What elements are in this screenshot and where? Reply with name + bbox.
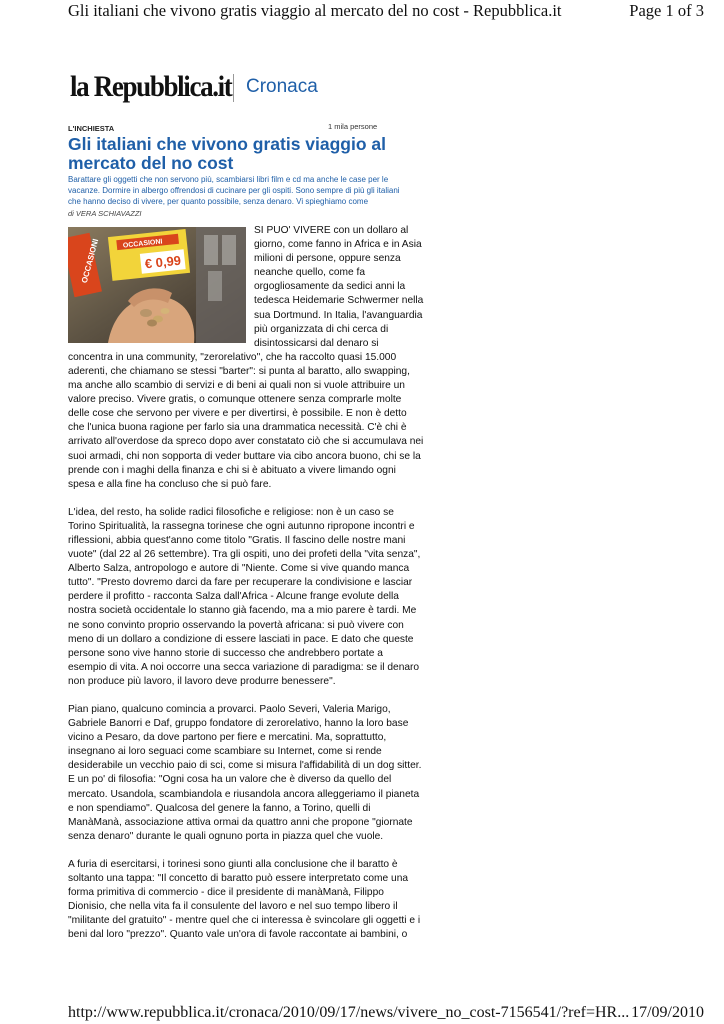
repubblica-logo[interactable]: la Repubblica.it [70,70,232,103]
print-header-title: Gli italiani che vivono gratis viaggio al mercato del no cost - Repubblica.it [68,1,562,20]
article-paragraph: SI PUO' VIVERE con un dollaro al giorno, come fanno in Africa e in Asia milioni di persone, oppure senza neanche quello, come fa orgogliosamente da sedici anni la tedesca Heidemarie Schwermer nella sua Dortmund. In Italia, l'avanguardia più organizzata di chi cerca di disintossicarsi dal denaro si concentra in una community, "zerorelativo", che ha raccolto quasi 15.000 aderenti, che chiamano se stessi "barter": si punta al baratto, allo swapping, ma anche allo scambio di servizi e di beni ai quali non si vuole attribuire un valore preciso. Vivere gratis, o comunque ottenere senza comprarle molte delle cose che servono per vivere e per divertirsi, è possibile. E non è detto che l'unica buona ragione per farlo sia una drammatica necessità. C'è chi è arrivato all'overdose da spreco dopo aver constatato ciò che si accumulava nei suoi armadi, chi non sopporta di veder buttare via cibo ancora buono, chi se la prende con i maghi della finanza e chi si è abituato a vivere limando ogni spesa e alla fine ha concluso che si può fare. [68,225,424,490]
page-number: Page 1 of 3 [629,1,704,20]
section-link-cronaca[interactable]: Cronaca [246,76,318,97]
page-url: http://www.repubblica.it/cronaca/2010/09/17/news/vivere_no_cost-7156541/?ref=HR... [68,1004,630,1021]
article-paragraph: L'idea, del resto, ha solide radici filosofiche e religiose: non è un caso se Torino Spiritualità, la rassegna torinese che ogni autunno ripropone incontri e riflessioni, abbia quest'anno come titolo "Gratis. Il fascino delle nostre mani vuote" (dal 22 al 26 settembre). Tra gli ospiti, uno dei profeti della "vita senza", Alberto Salza, antropologo e autore di "Niente. Come si vive quando manca tutto". "Presto dovremo darci da fare per recuperare la condivisione e lasciar perdere il profitto - racconta Salza dall'Africa - Alcune frange evolute della nostra società occidentale lo stanno già facendo, ma a mio parere è tardi. Me ne sono convinto proprio osservando la povertà africana: si può vivere con meno di un dollaro a condizione di essere lasciati in pace. E dato che queste persone sono vive hanno storie di successo che andrebbero portate a esempio di vita. A noi occorre una secca variazione di paradigma: se il denaro non produce più lavoro, il lavoro deve produrre benessere". [68,506,421,687]
article-paragraph: Pian piano, qualcuno comincia a provarci. Paolo Severi, Valeria Marigo, Gabriele Banorri e Daf, gruppo fondatore di zerorelativo, hanno la loro base vicino a Pesaro, da dove partono per fiere e mercatini. Ma, soprattutto, insegnano ai loro seguaci come scambiare su Internet, come si rende desiderabile un vecchio paio di sci, come si misura l'affidabilità di un dog sitter. E un po' di filosofia: "Ogni cosa ha un valore che è diverso da quello del mercato. Usandola, scambiandola e riusandola ancora alleggeriamo il pianeta e non spendiamo". Qualcosa del genere la fanno, a Torino, quelli di ManàManà, associazione attiva ormai da quattro anni che propone "giornate senza denaro" durante le quali ognuno porta in piazza quel che vuole. [68,704,422,842]
photo-price: € 0,99 [144,252,182,272]
article-paragraph: A furia di esercitarsi, i torinesi sono giunti alla conclusione che il baratto è soltanto una tappa: "Il concetto di baratto può essere interpretato come una forma primitiva di commercio - dice il presidente di manàManà, Filippo Dionisio, che nella vita fa il consulente del lavoro e nel suo tempo libero il "militante del gratuito" - mentre quel che ci interessa è svincolare gli oggetti e i beni dal loro "prezzo". Quanto vale un'ora di favole raccontate ai bambini, o [68,858,421,941]
article-body [68,224,424,957]
print-header [0,0,724,22]
share-count[interactable]: 1 mila persone [328,122,378,131]
masthead [70,66,370,106]
article-byline: di VERA SCHIAVAZZI [68,209,142,218]
masthead-divider [233,74,234,102]
photo-sign-label: OCCASIONI [122,238,163,250]
article-lede: Barattare gli oggetti che non servono più, scambiarsi libri film e cd ma anche le case per le vacanze. Dormire in albergo offrendosi di cucinare per gli ospiti. Sono sempre di più gli italiani che hanno deciso di vivere, per quanto possibile, senza denaro. Vi spieghiamo come [68,175,400,206]
article-headline: Gli italiani che vivono gratis viaggio al mercato del no cost [68,134,386,173]
print-date: 17/09/2010 [631,1004,704,1021]
article-kicker: L'INCHIESTA [68,124,115,133]
article-photo [68,227,246,343]
print-footer [0,1004,724,1024]
photo-side-label: OCCASIONI [79,237,101,284]
